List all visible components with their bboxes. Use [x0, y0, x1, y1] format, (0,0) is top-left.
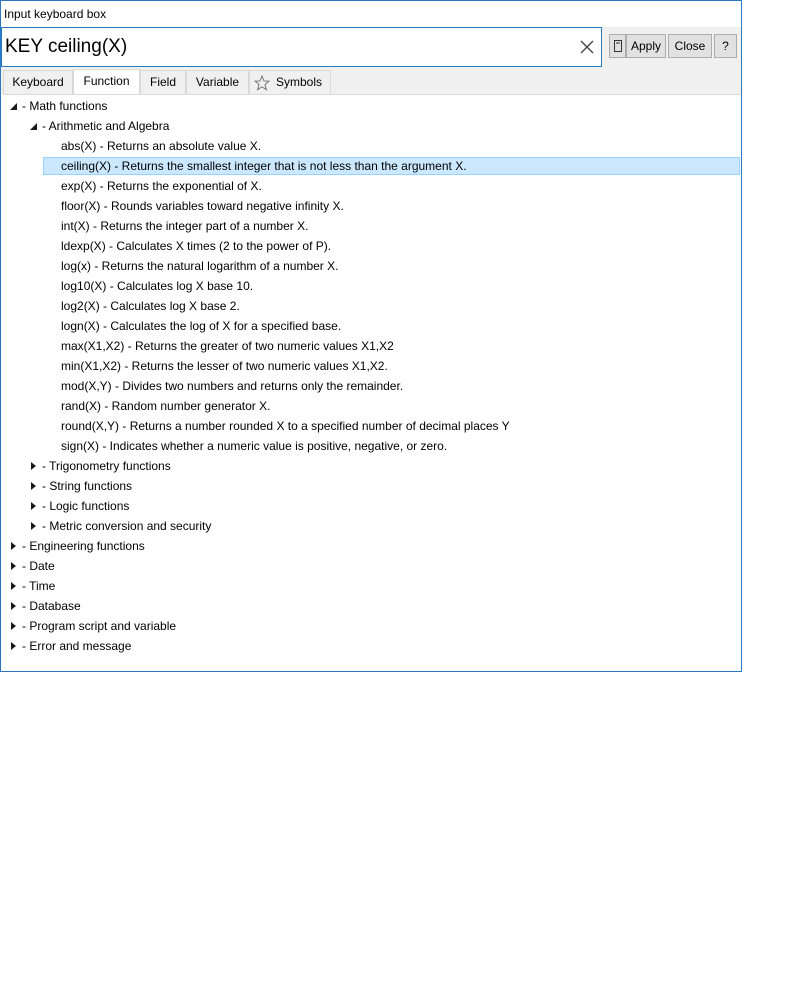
tree-group-item[interactable]: [3, 576, 741, 596]
tree-leaf-item[interactable]: [3, 256, 741, 276]
tab-symbols[interactable]: [249, 70, 331, 94]
keyboard-toggle-button[interactable]: [609, 34, 626, 58]
tab-variable[interactable]: Variable: [186, 70, 249, 94]
tree-item-label: - Arithmetic and Algebra: [42, 119, 170, 133]
tree-leaf-item[interactable]: [3, 136, 741, 156]
tree-item-label: - String functions: [42, 479, 133, 493]
collapsed-arrow-icon[interactable]: [29, 516, 39, 536]
help-button[interactable]: ?: [714, 34, 737, 58]
tree-leaf-item[interactable]: [3, 176, 741, 196]
tree-leaf-item[interactable]: [3, 236, 741, 256]
tree-item-label: - Trigonometry functions: [42, 459, 171, 473]
tree-leaf-item[interactable]: [3, 316, 741, 336]
tree-item-label: - Time: [22, 579, 56, 593]
tree-group-item[interactable]: [3, 456, 741, 476]
expanded-arrow-icon[interactable]: [29, 116, 39, 136]
tree-item-label: log(x) - Returns the natural logarithm of a number X.: [61, 259, 339, 273]
tab-symbols-label: Symbols: [276, 75, 323, 89]
tree-group-item[interactable]: [3, 516, 741, 536]
tree-item-label: - Date: [22, 559, 55, 573]
tree-item-label: mod(X,Y) - Divides two numbers and returns only the remainder.: [61, 379, 404, 393]
function-tree[interactable]: [3, 94, 741, 671]
apply-button[interactable]: Apply: [626, 34, 666, 58]
input-row: [1, 27, 741, 67]
tree-item-label: log10(X) - Calculates log X base 10.: [61, 279, 254, 293]
tree-item-label: logn(X) - Calculates the log of X for a specified base.: [61, 319, 342, 333]
tab-function[interactable]: Function: [73, 69, 140, 94]
tree-leaf-item[interactable]: [3, 436, 741, 456]
key-input[interactable]: [1, 27, 602, 67]
close-button[interactable]: Close: [668, 34, 712, 58]
collapsed-arrow-icon[interactable]: [9, 536, 19, 556]
collapsed-arrow-icon[interactable]: [9, 556, 19, 576]
tree-item-label: ldexp(X) - Calculates X times (2 to the power of P).: [61, 239, 332, 253]
tree-item-label: - Math functions: [22, 99, 108, 113]
tree-leaf-item[interactable]: [3, 356, 741, 376]
tree-item-label: - Database: [22, 599, 81, 613]
tree-group-item[interactable]: [3, 556, 741, 576]
collapsed-arrow-icon[interactable]: [29, 476, 39, 496]
tree-leaf-item[interactable]: [3, 396, 741, 416]
collapsed-arrow-icon[interactable]: [29, 496, 39, 516]
document-icon: [614, 40, 622, 52]
tab-keyboard[interactable]: Keyboard: [3, 70, 73, 94]
tree-leaf-item[interactable]: [3, 216, 741, 236]
star-icon: [254, 75, 270, 91]
collapsed-arrow-icon[interactable]: [9, 616, 19, 636]
tree-leaf-item[interactable]: [3, 296, 741, 316]
collapsed-arrow-icon[interactable]: [9, 596, 19, 616]
tree-item-label: floor(X) - Rounds variables toward negative infinity X.: [61, 199, 344, 213]
tree-item-label: int(X) - Returns the integer part of a number X.: [61, 219, 309, 233]
tree-group-item[interactable]: [3, 636, 741, 656]
tree-item-label: - Error and message: [22, 639, 132, 653]
tree-item-label: sign(X) - Indicates whether a numeric value is positive, negative, or zero.: [61, 439, 448, 453]
tree-item-label: - Logic functions: [42, 499, 130, 513]
tree-leaf-item[interactable]: [3, 376, 741, 396]
tree-group-item[interactable]: [3, 536, 741, 556]
key-input-value[interactable]: KEY ceiling(X): [5, 36, 128, 57]
tree-group-item[interactable]: [3, 116, 741, 136]
tree-item-label: - Metric conversion and security: [42, 519, 212, 533]
tab-bar: [1, 67, 741, 94]
tree-item-label: log2(X) - Calculates log X base 2.: [61, 299, 240, 313]
tree-leaf-item[interactable]: [3, 416, 741, 436]
tree-item-label: ceiling(X) - Returns the smallest integer that is not less than the argument X.: [61, 159, 467, 173]
tree-leaf-item[interactable]: [3, 276, 741, 296]
tree-item-label: exp(X) - Returns the exponential of X.: [61, 179, 262, 193]
tree-item-label: abs(X) - Returns an absolute value X.: [61, 139, 262, 153]
tree-group-item[interactable]: [3, 96, 741, 116]
tree-group-item[interactable]: [3, 476, 741, 496]
tree-item-label: min(X1,X2) - Returns the lesser of two numeric values X1,X2.: [61, 359, 388, 373]
collapsed-arrow-icon[interactable]: [9, 576, 19, 596]
window-title: Input keyboard box: [1, 1, 741, 27]
tree-item-label: - Program script and variable: [22, 619, 177, 633]
tree-leaf-item[interactable]: [3, 156, 741, 176]
tree-group-item[interactable]: [3, 616, 741, 636]
tree-item-label: max(X1,X2) - Returns the greater of two numeric values X1,X2: [61, 339, 394, 353]
tab-field[interactable]: Field: [140, 70, 186, 94]
tree-leaf-item[interactable]: [3, 196, 741, 216]
tree-group-item[interactable]: [3, 496, 741, 516]
tree-item-label: round(X,Y) - Returns a number rounded X to a specified number of decimal places Y: [61, 419, 510, 433]
close-icon[interactable]: [579, 39, 595, 55]
collapsed-arrow-icon[interactable]: [9, 636, 19, 656]
tree-leaf-item[interactable]: [3, 336, 741, 356]
collapsed-arrow-icon[interactable]: [29, 456, 39, 476]
tree-group-item[interactable]: [3, 596, 741, 616]
tree-item-label: rand(X) - Random number generator X.: [61, 399, 271, 413]
tree-item-label: - Engineering functions: [22, 539, 145, 553]
expanded-arrow-icon[interactable]: [9, 96, 19, 116]
